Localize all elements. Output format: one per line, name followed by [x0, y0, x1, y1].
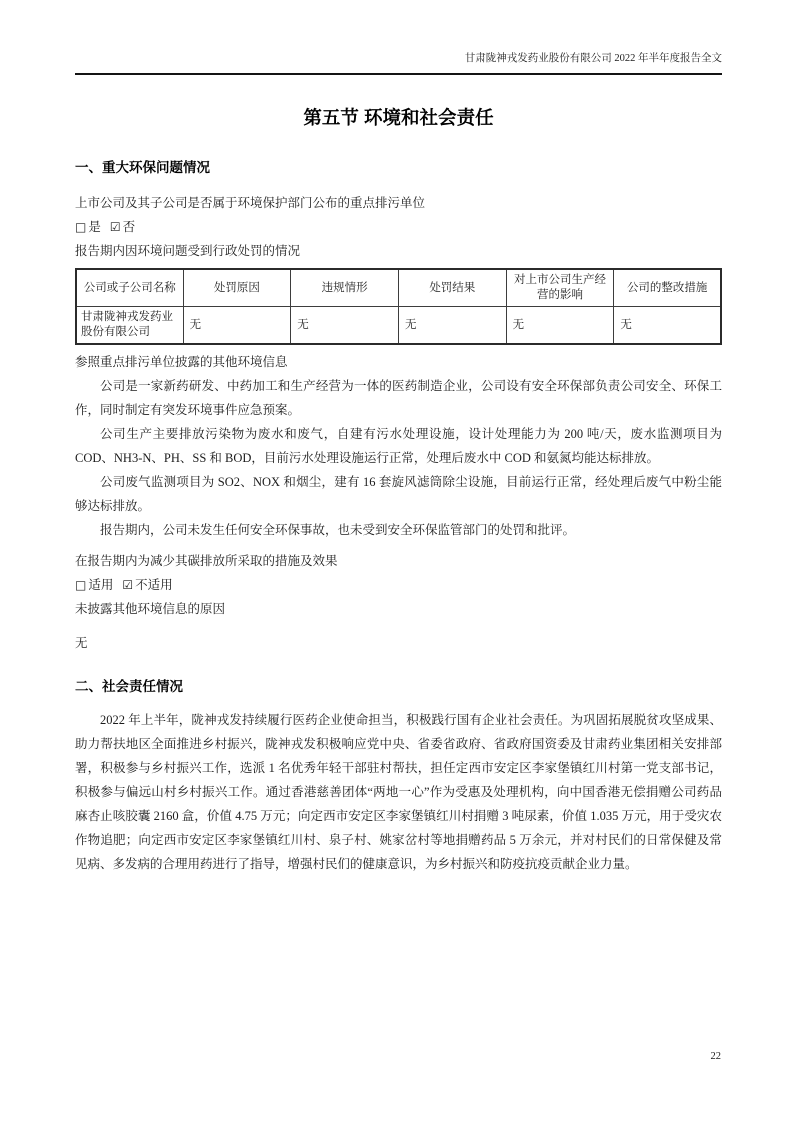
env-paragraph-exhaust-gas: 公司废气监测项目为 SO2、NOX 和烟尘，建有 16 套旋风滤筒除尘设施，目前运行正常，经处理后废气中粉尘能够达标排放。 [75, 475, 722, 513]
label-other-env-info: 参照重点排污单位披露的其他环境信息 [75, 355, 288, 369]
option-yes-label: 是 [88, 220, 101, 234]
report-title: 甘肃陇神戎发药业股份有限公司 2022 年半年度报告全文 [464, 53, 722, 64]
heading-social-responsibility: 二、社会责任情况 [75, 679, 183, 694]
option-applicable-label: 适用 [88, 578, 114, 592]
table-header-violation: 违规情形 [291, 269, 399, 307]
option-no-label: 否 [122, 220, 136, 234]
carbon-options [75, 573, 722, 597]
heading-environment-issues: 一、重大环保问题情况 [75, 160, 210, 175]
social-responsibility-paragraph: 2022 年上半年，陇神戎发持续履行医药企业使命担当，积极践行国有企业社会责任。为巩固拓展脱贫攻坚成果、助力帮扶地区全面推进乡村振兴，陇神戎发积极响应党中央、省委省政府、省政府国资委及甘肃药业集团相关安排部署，积极参与乡村振兴工作，选派 1 名优秀年轻干部驻村帮扶，担任定西市安定区李家堡镇红川村第一党支部书记，积极参与偏远山村乡村振兴工作。通过香港慈善团体“两地一心”作为受惠及处理机构，向中国香港无偿捐赠公司药品麻杏止咳胶囊 2160 盒，价值 4.75 万元；向定西市安定区李家堡镇红川村捐赠 3 吨尿素，价值 1.035 万元，用于受灾农作物追肥；向定西市安定区李家堡镇红川村、泉子村、姚家岔村等地捐赠药品 5 万余元，并对村民们的日常保健及常见病、多发病的合理用药进行了指导，增强村民们的健康意识，为乡村振兴和防疫抗疫贡献企业力量。 [75, 713, 722, 871]
option-applicable [75, 578, 113, 592]
checkbox-checked-icon: ☑ [109, 220, 121, 234]
table-cell-violation: 无 [291, 307, 399, 345]
option-no [110, 220, 135, 234]
checkbox-unchecked-icon: □ [75, 220, 87, 234]
key-polluter-options [75, 215, 722, 239]
option-not-applicable-label: 不适用 [135, 578, 173, 592]
penalty-table [75, 268, 722, 345]
table-cell-company: 甘肃陇神戎发药业股份有限公司 [76, 307, 183, 345]
table-header-penalty-reason: 处罚原因 [183, 269, 291, 307]
checkbox-unchecked-icon: □ [75, 578, 87, 592]
penalty-table-row [76, 307, 721, 345]
table-cell-rectification: 无 [614, 307, 721, 345]
option-not-applicable [122, 578, 172, 592]
table-header-impact: 对上市公司生产经营的影响 [506, 269, 614, 307]
table-header-rectification: 公司的整改措施 [614, 269, 721, 307]
penalty-table-header-row [76, 269, 721, 307]
table-cell-penalty-reason: 无 [183, 307, 291, 345]
env-paragraph-wastewater: 公司生产主要排放污染物为废水和废气，自建有污水处理设施，设计处理能力为 200 吨/天，废水监测项目为 COD、NH3-N、PH、SS 和 BOD，目前污水处理设施运行正常，处理后废水中 COD 和氨氮均能达标排放。 [75, 427, 722, 465]
table-cell-impact: 无 [506, 307, 614, 345]
env-paragraph-company-overview: 公司是一家新药研发、中药加工和生产经营为一体的医药制造企业，公司设有安全环保部负责公司安全、环保工作，同时制定有突发环境事件应急预案。 [75, 379, 722, 417]
page-header [75, 0, 722, 75]
page-number: 22 [710, 1051, 721, 1062]
label-key-polluter-question: 上市公司及其子公司是否属于环境保护部门公布的重点排污单位 [75, 196, 426, 210]
table-cell-penalty-result: 无 [398, 307, 506, 345]
table-header-penalty-result: 处罚结果 [398, 269, 506, 307]
label-admin-penalty: 报告期内因环境问题受到行政处罚的情况 [75, 244, 301, 258]
checkbox-checked-icon: ☑ [122, 578, 134, 592]
label-undisclosed-reason: 未披露其他环境信息的原因 [75, 602, 226, 616]
env-paragraph-no-accidents: 报告期内，公司未发生任何安全环保事故，也未受到安全环保监管部门的处罚和批评。 [100, 523, 576, 537]
page-title: 第五节 环境和社会责任 [303, 107, 494, 128]
undisclosed-answer: 无 [75, 636, 88, 650]
table-header-company: 公司或子公司名称 [76, 269, 183, 307]
label-carbon-measures: 在报告期内为减少其碳排放所采取的措施及效果 [75, 554, 338, 568]
option-yes [75, 220, 101, 234]
